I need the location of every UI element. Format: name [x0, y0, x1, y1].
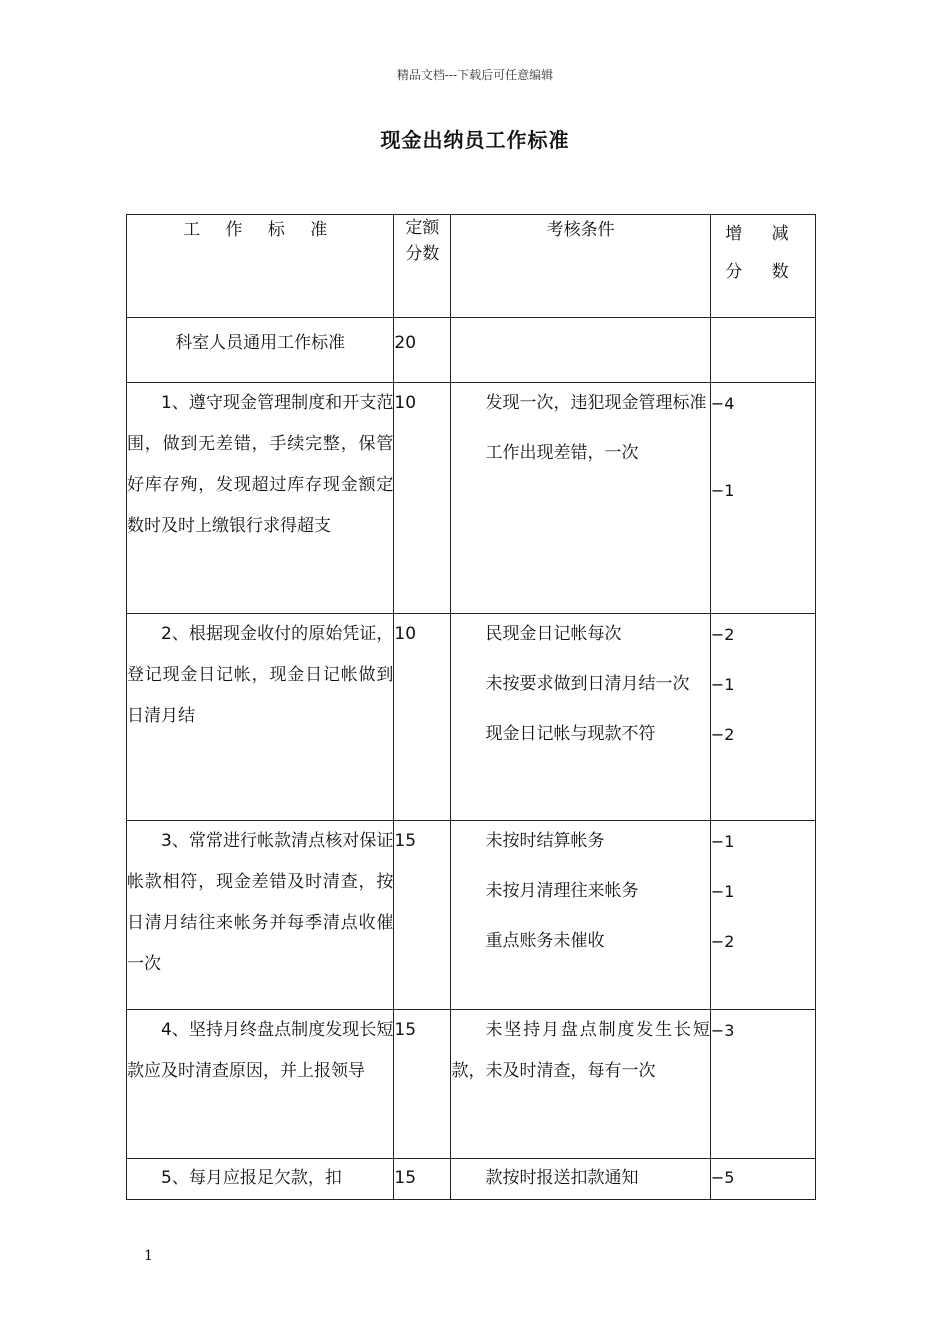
condition-item: 未按月清理往来帐务	[485, 881, 639, 901]
document-title: 现金出纳员工作标准	[380, 128, 570, 152]
condition-item: 未按时结算帐务	[485, 831, 605, 851]
delta-value: −3	[710, 1021, 735, 1040]
delta-cell	[710, 1010, 815, 1159]
condition-cell	[451, 821, 710, 1010]
standard-cell: 3、常常进行帐款清点核对保证帐款相符，现金差错及时清查，按日清月结往来帐务并每季清点收催一次	[127, 821, 394, 1010]
delta-value: −1	[710, 675, 735, 694]
quota-cell: 15	[394, 1010, 451, 1159]
condition-cell	[451, 614, 710, 821]
quota-cell: 10	[394, 614, 451, 821]
page-header: 精品文档---下载后可任意编辑	[396, 68, 554, 82]
table-row	[127, 614, 816, 821]
quota-cell: 15	[394, 821, 451, 1010]
table-row	[127, 1159, 816, 1200]
table-row	[127, 318, 816, 383]
table-header-row	[127, 215, 816, 318]
delta-value: −4	[710, 394, 735, 413]
condition-cell	[451, 318, 710, 383]
condition-cell	[451, 383, 710, 614]
delta-value: −5	[710, 1168, 735, 1187]
delta-value: −1	[710, 882, 735, 901]
standard-cell: 4、坚持月终盘点制度发现长短款应及时清查原因，并上报领导	[127, 1010, 394, 1159]
table-row	[127, 821, 816, 1010]
delta-value: −1	[710, 832, 735, 851]
condition-item: 未按要求做到日清月结一次	[485, 674, 690, 694]
delta-cell	[710, 318, 815, 383]
standard-cell: 5、每月应报足欠款，扣	[127, 1159, 394, 1200]
delta-cell	[710, 614, 815, 821]
condition-item: 民现金日记帐每次	[485, 624, 622, 644]
column-header-change: 增 减 分 数	[710, 215, 815, 318]
condition-item: 工作出现差错，一次	[485, 443, 639, 463]
quota-cell: 15	[394, 1159, 451, 1200]
column-header-condition: 考核条件	[451, 215, 710, 318]
condition-cell	[451, 1010, 710, 1159]
standard-cell: 科室人员通用工作标准	[127, 318, 394, 383]
condition-item: 款按时报送扣款通知	[485, 1168, 639, 1188]
quota-cell: 20	[394, 318, 451, 383]
column-header-standard: 工 作 标 准	[127, 215, 394, 318]
condition-item: 未坚持月盘点制度发生长短款，未及时清查，每有一次	[451, 1020, 710, 1081]
condition-item: 发现一次，违犯现金管理标准	[485, 393, 707, 413]
delta-cell	[710, 383, 815, 614]
standard-cell: 1、遵守现金管理制度和开支范围，做到无差错，手续完整，保管好库存殉，发现超过库存现金额定数时及时上缴银行求得超支	[127, 383, 394, 614]
standards-table	[126, 214, 816, 1200]
delta-cell	[710, 821, 815, 1010]
condition-item: 重点账务未催收	[485, 931, 605, 951]
table-row	[127, 1010, 816, 1159]
quota-cell: 10	[394, 383, 451, 614]
condition-cell	[451, 1159, 710, 1200]
delta-value: −2	[710, 932, 735, 951]
table-row	[127, 383, 816, 614]
delta-cell	[710, 1159, 815, 1200]
standard-cell: 2、根据现金收付的原始凭证，登记现金日记帐，现金日记帐做到日清月结	[127, 614, 394, 821]
delta-value: −2	[710, 725, 735, 744]
column-header-quota: 定额 分数	[394, 215, 451, 318]
page-number: 1	[144, 1248, 153, 1264]
delta-value: −2	[710, 625, 735, 644]
condition-item: 现金日记帐与现款不符	[485, 724, 656, 744]
delta-value: −1	[710, 481, 735, 500]
